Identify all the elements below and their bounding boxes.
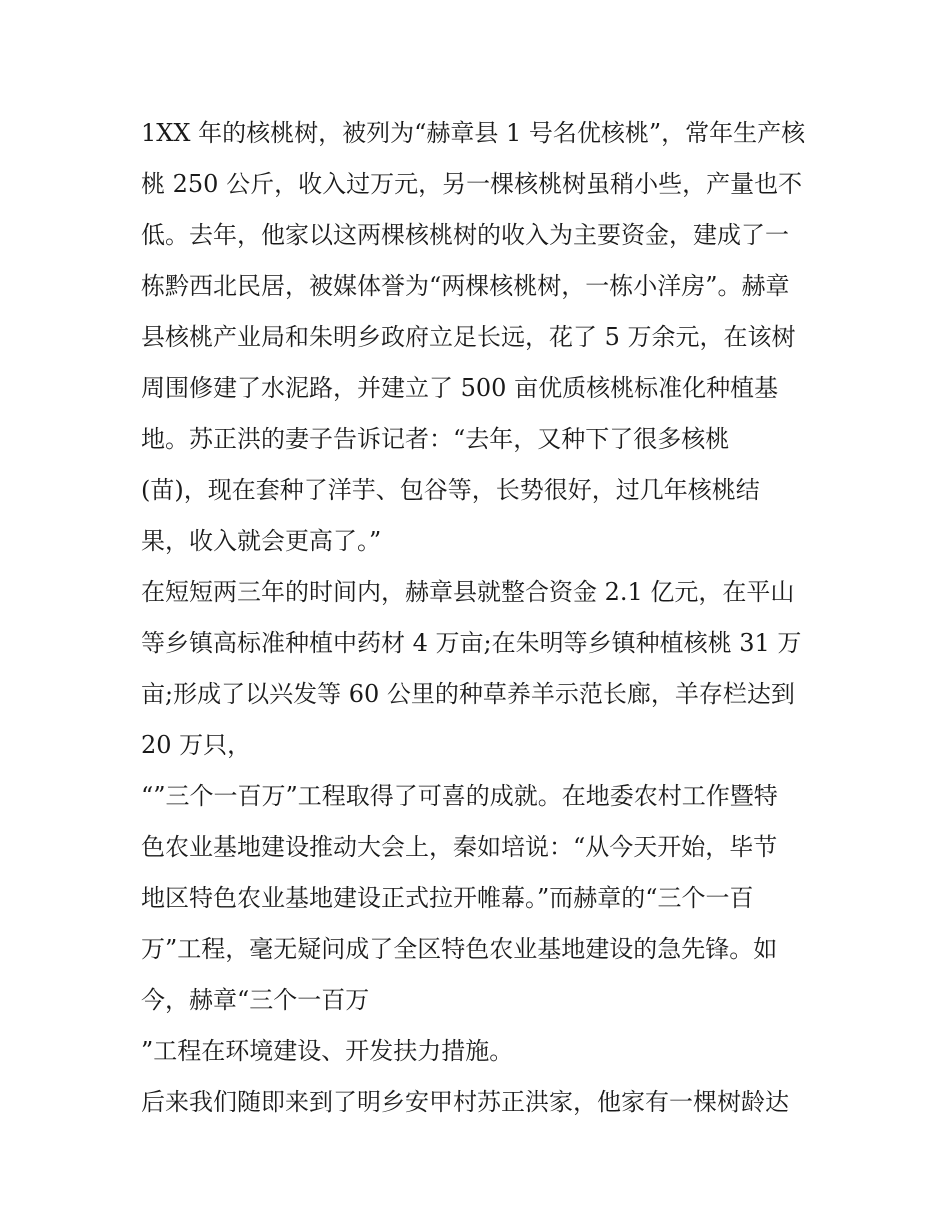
text-line: 亩;形成了以兴发等 60 公里的种草养羊示范长廊，羊存栏达到: [141, 680, 795, 708]
text-line: 桃 250 公斤，收入过万元，另一棵核桃树虽稍小些，产量也不: [141, 170, 803, 198]
document-body: [141, 108, 831, 1128]
text-line: 地。苏正洪的妻子告诉记者：“去年，又种下了很多核桃: [141, 425, 730, 453]
text-line: 今，赫章“三个一百万: [141, 986, 370, 1014]
text-line: 等乡镇高标准种植中药材 4 万亩;在朱明等乡镇种植核桃 31 万: [141, 629, 802, 657]
text-line: 20 万只，: [141, 731, 252, 759]
text-line: 地区特色农业基地建设正式拉开帷幕。”而赫章的“三个一百: [141, 884, 754, 912]
text-line: 果，收入就会更高了。”: [141, 527, 382, 555]
text-line: 县核桃产业局和朱明乡政府立足长远，花了 5 万余元，在该树: [141, 323, 796, 351]
text-line: 低。去年，他家以这两棵核桃树的收入为主要资金，建成了一: [141, 221, 789, 249]
text-line: 万”工程，毫无疑问成了全区特色农业基地建设的急先锋。如: [141, 935, 778, 963]
text-line: 栋黔西北民居，被媒体誉为“两棵核桃树，一栋小洋房”。赫章: [141, 272, 790, 300]
text-line: (苗)，现在套种了洋芋、包谷等，长势很好，过几年核桃结: [141, 476, 760, 504]
text-line: ”工程在环境建设、开发扶力措施。: [141, 1037, 514, 1065]
text-line: “”三个一百万”工程取得了可喜的成就。在地委农村工作暨特: [141, 782, 778, 810]
text-line: 在短短两三年的时间内，赫章县就整合资金 2.1 亿元，在平山: [141, 578, 795, 606]
text-line: 色农业基地建设推动大会上，秦如培说：“从今天开始，毕节: [141, 833, 778, 861]
text-line: 1XX 年的核桃树，被列为“赫章县 1 号名优核桃”，常年生产核: [141, 119, 806, 147]
text-line: 后来我们随即来到了明乡安甲村苏正洪家，他家有一棵树龄达: [141, 1088, 789, 1116]
text-line: 周围修建了水泥路，并建立了 500 亩优质核桃标准化种植基: [141, 374, 779, 402]
